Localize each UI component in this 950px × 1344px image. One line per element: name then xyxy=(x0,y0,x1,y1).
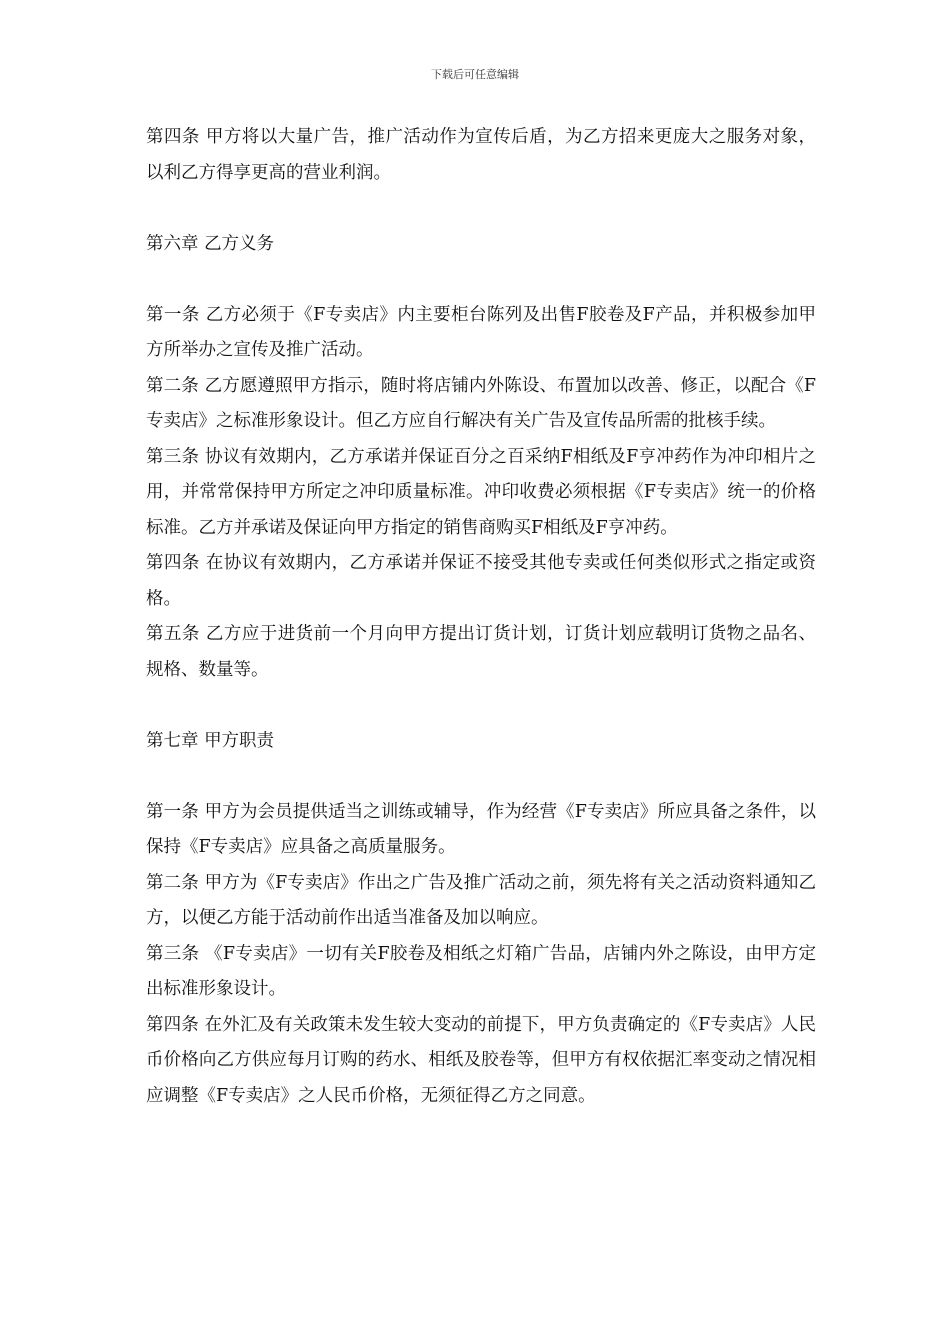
chapter-7-article-4: 第四条 在外汇及有关政策未发生较大变动的前提下，甲方负责确定的《F专卖店》人民币价格向乙方供应每月订购的药水、相纸及胶卷等，但甲方有权依据汇率变动之情况相应调整《F专卖店》之人民币价格，无须征得乙方之同意。 xyxy=(146,1014,816,1106)
chapter-7-article-3: 第三条 《F专卖店》一切有关F胶卷及相纸之灯箱广告品，店铺内外之陈设，由甲方定出标准形象设计。 xyxy=(146,943,816,999)
article-4-intro: 第四条 甲方将以大量广告，推广活动作为宣传后盾，为乙方招来更庞大之服务对象，以利乙方得享更高的营业利润。 xyxy=(146,127,816,183)
chapter-7-article-2: 第二条 甲方为《F专卖店》作出之广告及推广活动之前，须先将有关之活动资料通知乙方，以便乙方能于活动前作出适当准备及加以响应。 xyxy=(146,872,816,928)
page-header: 下载后可任意编辑 xyxy=(431,68,519,81)
chapter-6-article-4: 第四条 在协议有效期内，乙方承诺并保证不接受其他专卖或任何类似形式之指定或资格。 xyxy=(146,553,816,609)
chapter-6-article-2: 第二条 乙方愿遵照甲方指示，随时将店铺内外陈设、布置加以改善、修正，以配合《F专卖店》之标准形象设计。但乙方应自行解决有关广告及宣传品所需的批核手续。 xyxy=(146,375,816,431)
spacer xyxy=(146,759,816,795)
spacer xyxy=(146,688,816,724)
spacer xyxy=(146,191,816,227)
chapter-7-article-1: 第一条 甲方为会员提供适当之训练或辅导，作为经营《F专卖店》所应具备之条件，以保持《F专卖店》应具备之高质量服务。 xyxy=(146,801,816,857)
chapter-6-article-3: 第三条 协议有效期内，乙方承诺并保证百分之百采纳F相纸及F亨冲药作为冲印相片之用，并常常保持甲方所定之冲印质量标准。冲印收费必须根据《F专卖店》统一的价格标准。乙方并承诺及保证向甲方指定的销售商购买F相纸及F亨冲药。 xyxy=(146,446,816,538)
chapter-6-title: 第六章 乙方义务 xyxy=(146,233,275,254)
chapter-7-title: 第七章 甲方职责 xyxy=(146,730,275,751)
spacer xyxy=(146,262,816,298)
chapter-6-article-1: 第一条 乙方必须于《F专卖店》内主要柜台陈列及出售F胶卷及F产品，并积极参加甲方所举办之宣传及推广活动。 xyxy=(146,304,816,360)
chapter-6-article-5: 第五条 乙方应于进货前一个月向甲方提出订货计划，订货计划应载明订货物之品名、规格、数量等。 xyxy=(146,624,816,680)
document-body xyxy=(146,120,816,1114)
